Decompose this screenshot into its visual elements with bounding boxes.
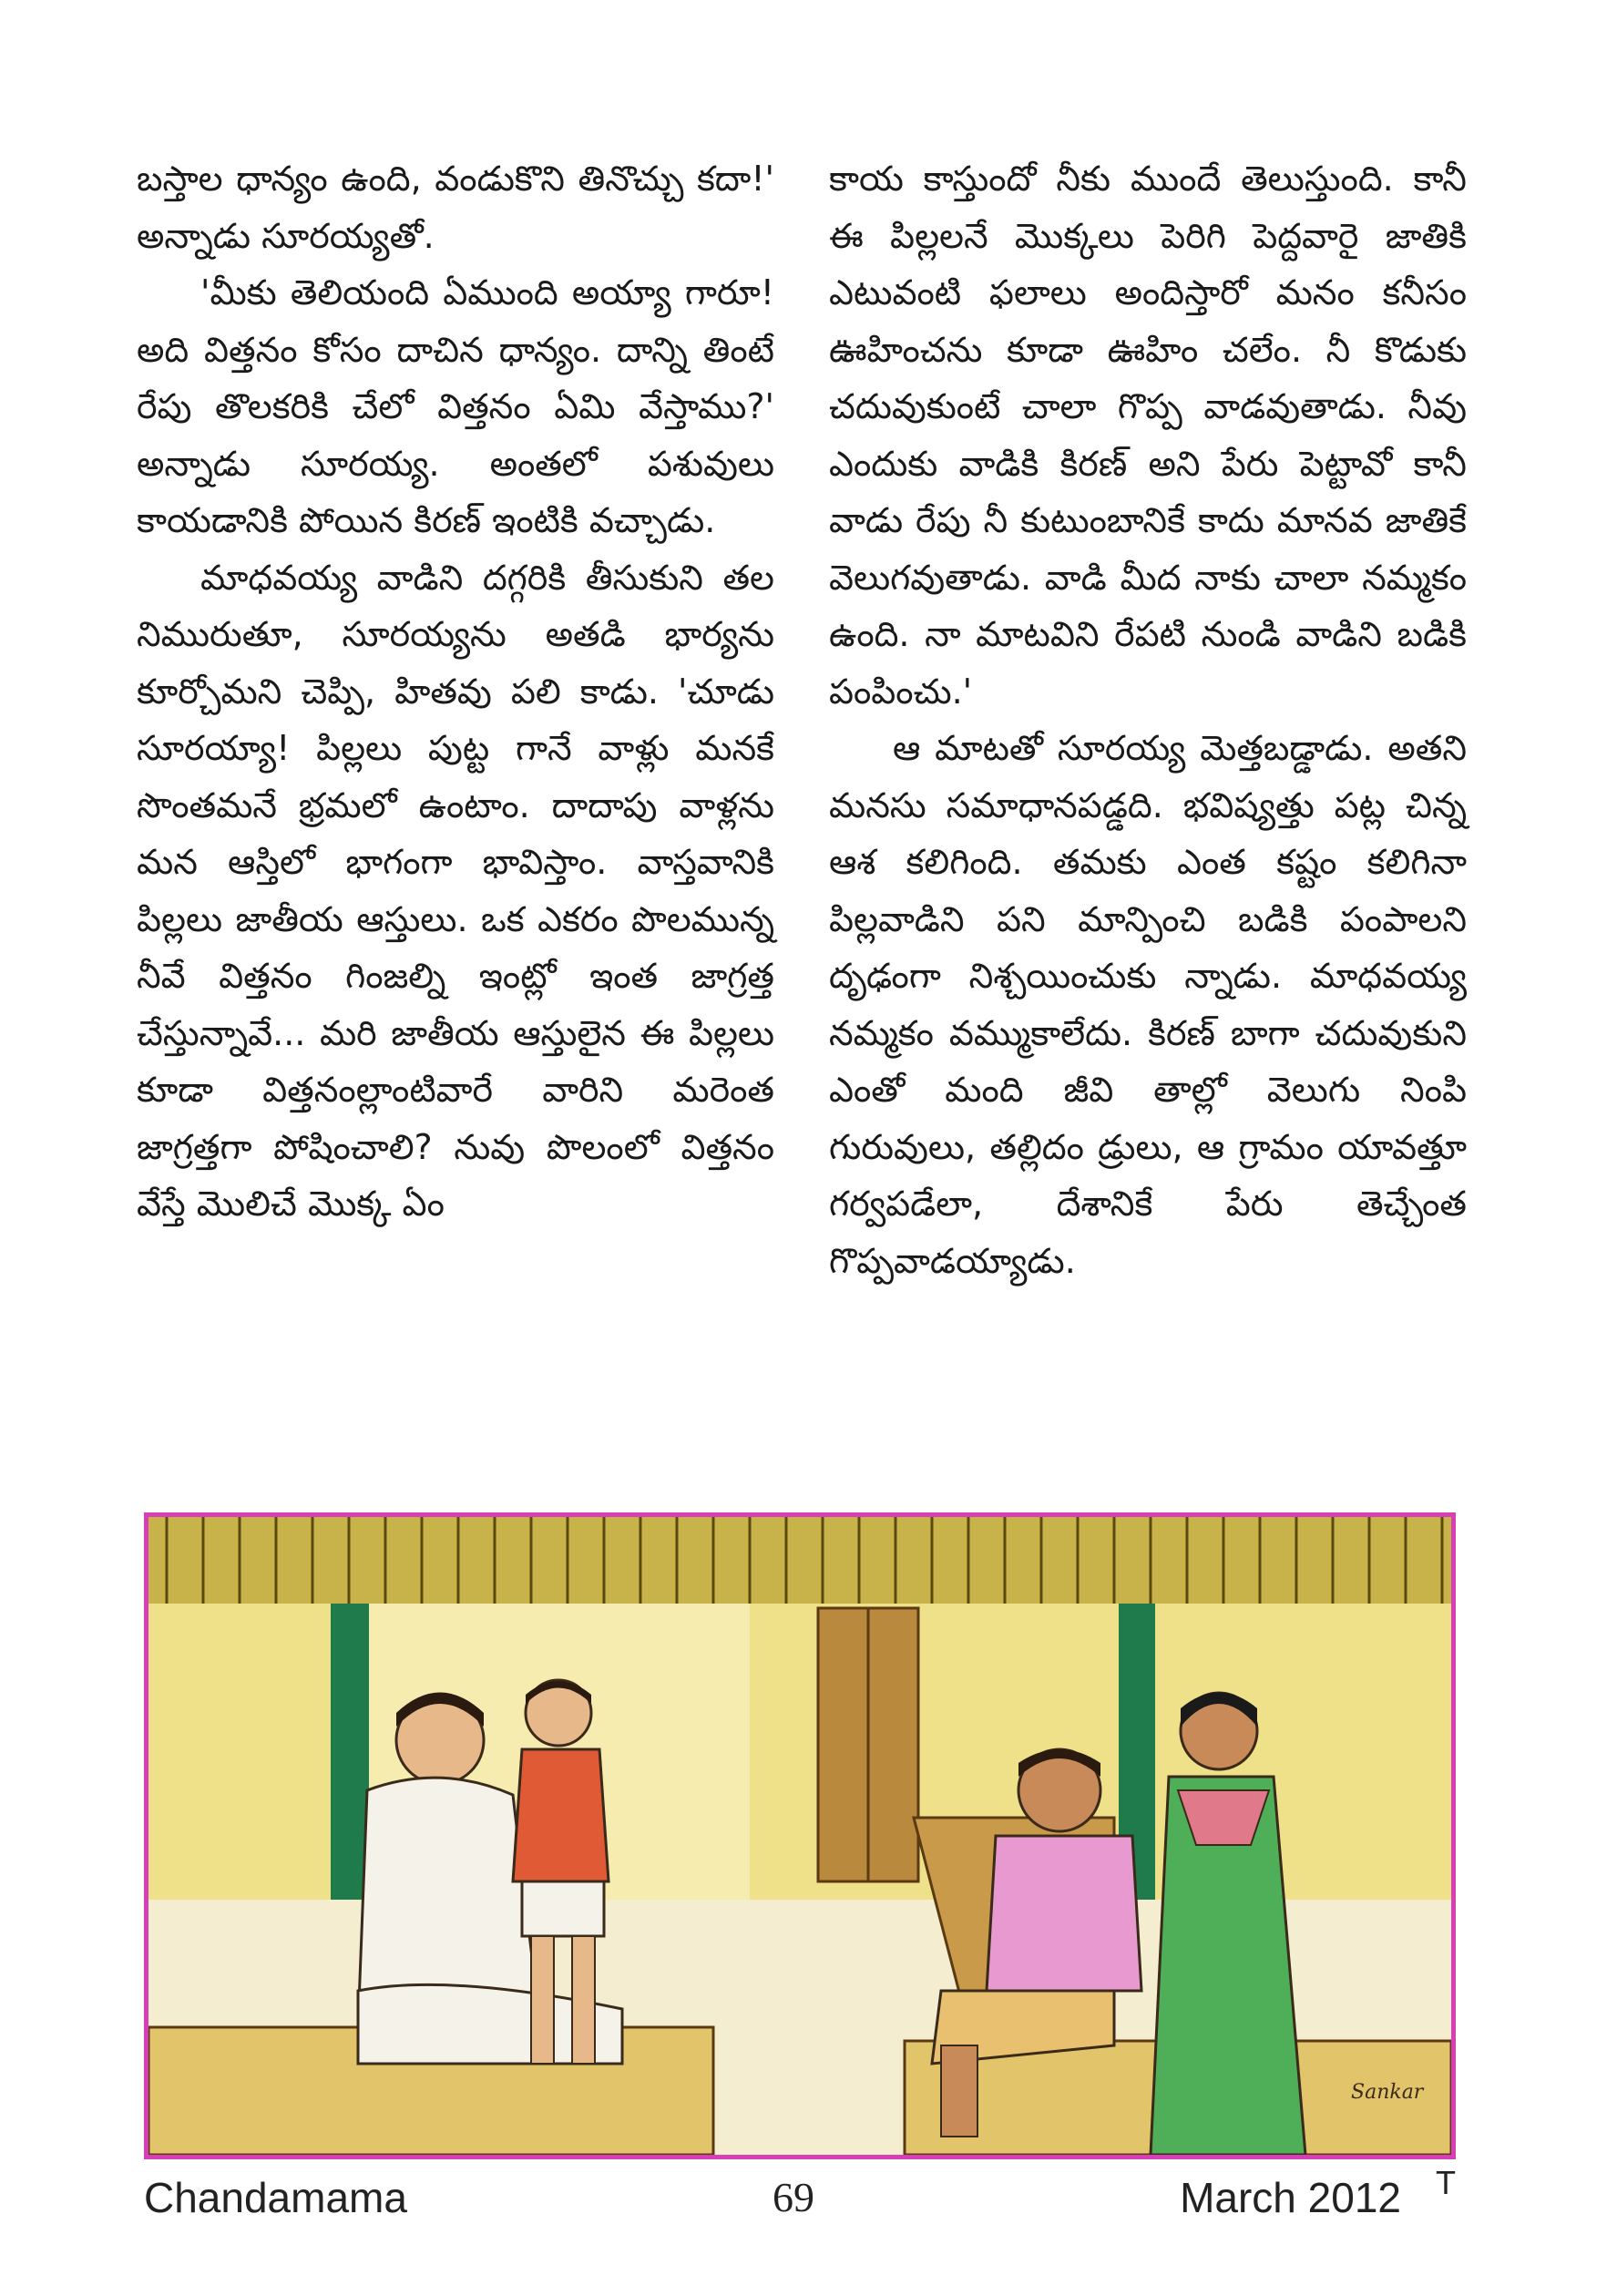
paragraph: బస్తాల ధాన్యం ఉంది, వండుకొని తినొచ్చు కదా!' అన్నాడు సూరయ్యతో. (137, 159, 774, 256)
page-footer (144, 2164, 1456, 2237)
magazine-name: Chandamama (144, 2174, 407, 2221)
paragraph: మాధవయ్య వాడిని దగ్గరికి తీసుకుని తల నిమురుతూ, సూరయ్యను అతడి భార్యను కూర్చోమని చెప్పి, హితవు పలి కాడు. 'చూడు సూరయ్యా! పిల్లలు పుట్ట గానే వాళ్లు మనకే సొంతమనే భ్రమలో ఉంటాం. దాదాపు వాళ్లను మన ఆస్తిలో భాగంగా భావిస్తాం. వాస్తవానికి పిల్లలు జాతీయ ఆస్తులు. ఒక ఎకరం పొలమున్న నీవే విత్తనం గింజల్ని ఇంట్లో ఇంత జాగ్రత్త చేస్తున్నావే... మరి జాతీయ ఆస్తులైన ఈ పిల్లలు కూడా విత్తనంల్లాంటివారే వారిని మరెంత జాగ్రత్తగా పోషించాలి? నువు పొలంలో విత్తనం వేస్తే మొలిచే మొక్క ఏం (137, 557, 774, 1224)
edition-mark: T (1436, 2164, 1456, 2201)
article-columns (137, 150, 1467, 1481)
right-column (829, 150, 1467, 1481)
illustration-scene (148, 1517, 1451, 2155)
artist-signature: Sankar (1351, 2081, 1424, 2104)
paragraph: కాయ కాస్తుందో నీకు ముందే తెలుస్తుంది. కానీ ఈ పిల్లలనే మొక్కలు పెరిగి పెద్దవారై జాతికి ఎటువంటి ఫలాలు అందిస్తారో మనం కనీసం ఊహించను కూడా ఊహిం చలేం. నీ కొడుకు చదువుకుంటే చాలా గొప్ప వాడవుతాడు. నీవు ఎందుకు వాడికి కిరణ్ అని పేరు పెట్టావో కానీ వాడు రేపు నీ కుటుంబానికే కాదు మానవ జాతికే వెలుగవుతాడు. వాడి మీద నాకు చాలా నమ్మకం ఉంది. నా మాటవిని రేపటి నుండి వాడిని బడికి పంపించు.' (829, 159, 1467, 712)
paragraph: 'మీకు తెలియంది ఏముంది అయ్యా గారూ! అది విత్తనం కోసం దాచిన ధాన్యం. దాన్ని తింటే రేపు తొలకరికి చేలో విత్తనం ఏమి వేస్తాము?' అన్నాడు సూరయ్య. అంతలో పశువులు కాయడానికి పోయిన కిరణ్ ఇంటికి వచ్చాడు. (137, 272, 774, 540)
issue-date: March 2012 (1180, 2174, 1401, 2221)
thatched-roof (148, 1517, 1451, 1604)
left-column (137, 150, 774, 1481)
story-illustration (144, 1512, 1456, 2159)
page-number: 69 (773, 2174, 814, 2220)
paragraph: ఆ మాటతో సూరయ్య మెత్తబడ్డాడు. అతని మనసు సమాధానపడ్డది. భవిష్యత్తు పట్ల చిన్న ఆశ కలిగింది. తమకు ఎంత కష్టం కలిగినా పిల్లవాడిని పని మాన్పించి బడికి పంపాలని దృఢంగా నిశ్చయించుకు న్నాడు. మాధవయ్య నమ్మకం వమ్ముకాలేదు. కిరణ్ బాగా చదువుకుని ఎంతో మంది జీవి తాల్లో వెలుగు నింపి గురువులు, తల్లిదం డ్రులు, ఆ గ్రామం యావత్తూ గర్వపడేలా, దేశానికే పేరు తెచ్చేంత గొప్పవాడయ్యాడు. (829, 728, 1467, 1281)
